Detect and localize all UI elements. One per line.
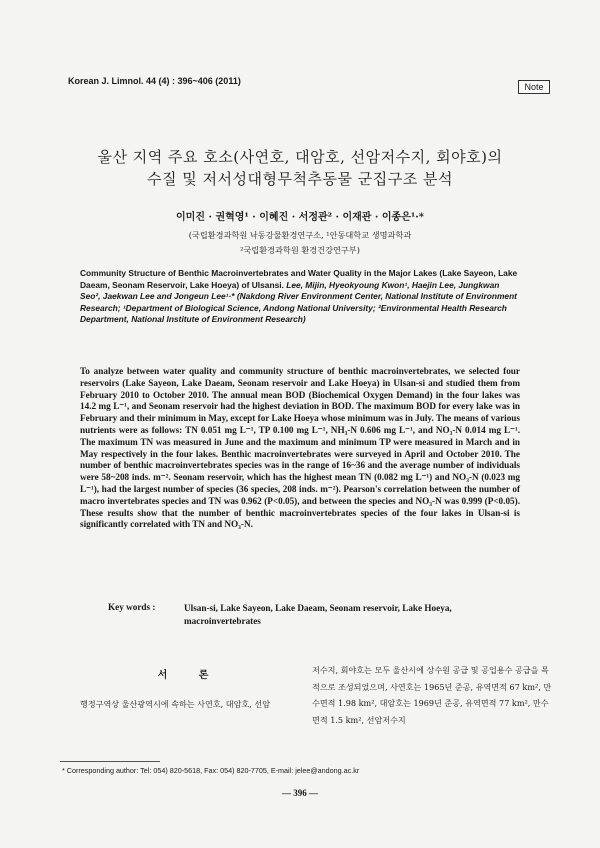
english-title-block (80, 268, 520, 326)
korean-affiliation-line2: ²국립환경과학원 환경건강연구부) (240, 245, 360, 255)
keywords-label: Key words : (108, 602, 156, 612)
section-heading-introduction: 서 론 (157, 670, 223, 681)
abstract: To analyze between water quality and community structure of benthic macroinvertebrates, we selected four reservoirs (Lake Sayeon, Lake Daeam, Seonam reservoir and Lake Hoeya) in Ulsan-si and studied them from February 2010 to October 2010. The annual mean BOD (Biochemical Oxygen Demand) in the four lakes was 14.2 mg L⁻¹, and Seonam reservoir had the highest deviation in BOD. The maximum BOD for every lake was in February and their minimum in May, except for Lake Hoeya whose minimum was in July. The means of various nutrients were as follows: TN 0.051 mg L⁻¹, TP 0.100 mg L⁻¹, NH₃-N 0.606 mg L⁻¹, and NO₃-N 0.014 mg L⁻¹. The maximum TN was measured in June and the maximum and minimum TP were measured in March and in May respectively in the four lakes. Benthic macroinvertebrates were surveyed in April and October 2010. The number of benthic macroinvertebrates species was in the range of 16~36 and the average number of individuals were 58~208 inds. m⁻². Seonam reservoir, which has the highest mean TN (0.082 mg L⁻¹) and NO₃-N (0.023 mg L⁻¹), had the largest number of species (36 species, 208 inds. m⁻²). Pearson's correlation between the number of macro invertebrates species and TN was 0.962 (P<0.05), and between the species and NO₃-N was 0.999 (P<0.05). These results show that the number of benthic macroinvertebrates species of the four lakes in Ulsan-si is significantly correlated with TN and NO₃-N. (80, 366, 520, 530)
english-authors: Lee, Mijin, Hyeokyoung Kwon¹, Haejin Lee, Jungkwan Seo², Jaekwan Lee and Jongeun Lee¹·* (80, 279, 500, 302)
english-title: Community Structure of Benthic Macroinvertebrates and Water Quality in the Major Lakes (Lake Sayeon, Lake Daeam, Seonam Reservoir, Lake Hoeya) of Ulsansi. (80, 268, 518, 290)
english-affiliation: (Nakdong River Environment Center, National Institute of Environment Research; ¹Department of Biological Science, Andong National University; ²Environmental Health Research Department, National Institute of Environment Research) (80, 291, 517, 325)
page-number: — 396 — (282, 788, 318, 798)
keywords-text: Ulsan-si, Lake Sayeon, Lake Daeam, Seonam reservoir, Lake Hoeya, macroinvertebrates (184, 603, 452, 626)
intro-left-column: 행정구역상 울산광역시에 속하는 사연호, 대암호, 선암 (80, 699, 271, 709)
korean-title-line2: 수질 및 저서성대형무척추동물 군집구조 분석 (147, 170, 453, 188)
intro-right-column: 저수지, 회야호는 모두 울산시에 상수원 공급 및 공업용수 공급을 목적으로 조성되었으며, 사연호는 1965년 준공, 유역면적 67 km², 만수면적 1.98 km², 대암호는 1969년 준공, 유역면적 77 km², 만수면적 1.5 km², 선암저수지 (312, 665, 552, 725)
korean-affiliation-line1: (국립환경과학원 낙동강물환경연구소, ¹안동대학교 생명과학과 (188, 230, 412, 240)
footnote-divider (60, 761, 160, 762)
korean-authors: 이미진 · 권혁영¹ · 이혜진 · 서정관² · 이재관 · 이종은¹·* (176, 212, 424, 223)
korean-title-line1: 울산 지역 주요 호소(사연호, 대암호, 선암저수지, 회야호)의 (97, 148, 503, 166)
journal-citation: Korean J. Limnol. 44 (4) : 396~406 (2011) (68, 76, 241, 86)
note-badge: Note (518, 80, 550, 94)
corresponding-author-footnote: * Corresponding author: Tel: 054) 820-5618, Fax: 054) 820-7705, E-mail: jelee@andong.ac.kr (62, 766, 360, 775)
